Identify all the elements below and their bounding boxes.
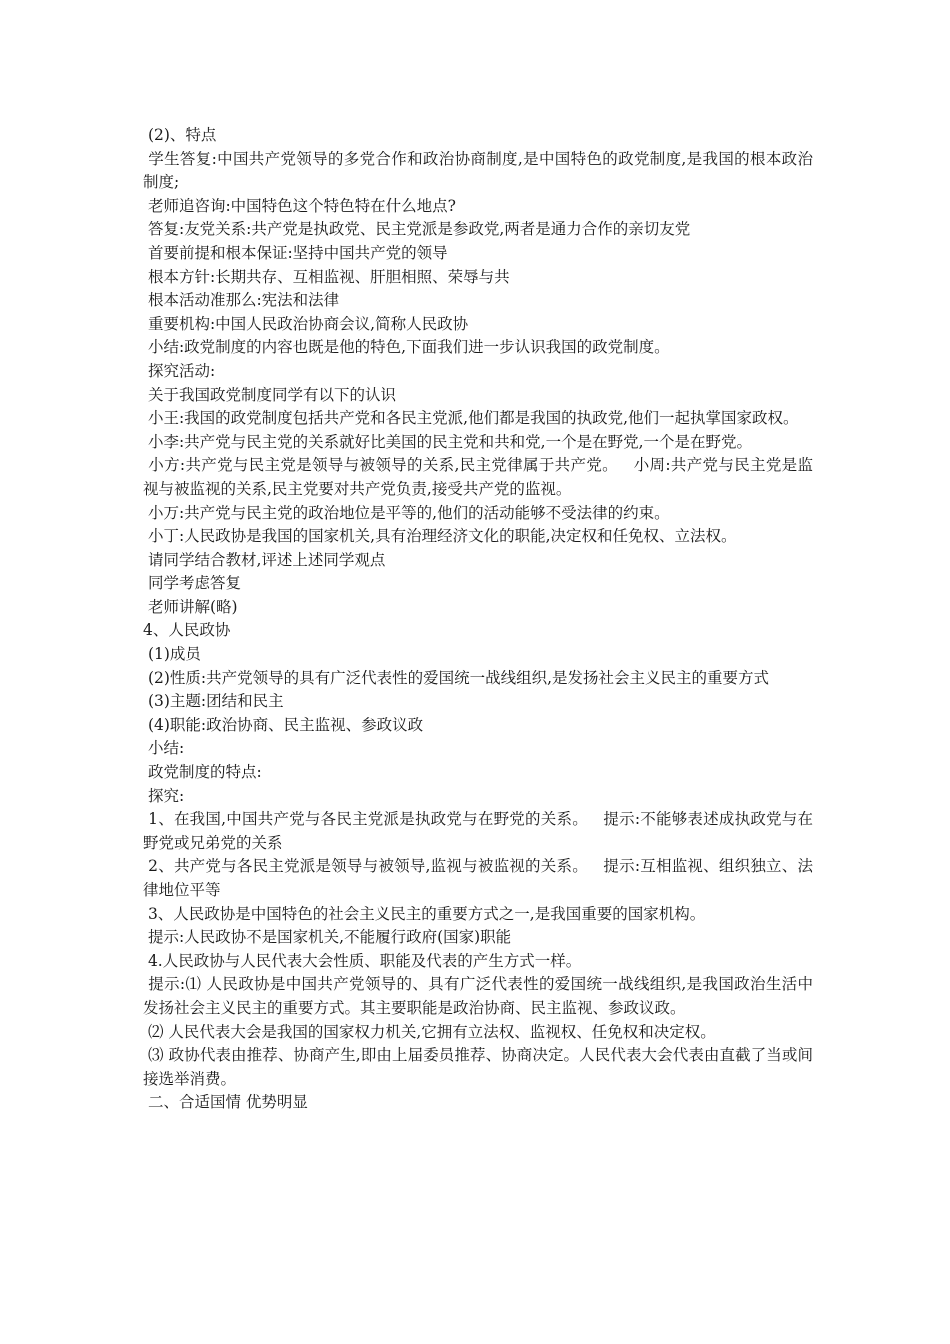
hint-item-4-3: ⑶ 政协代表由推荐、协商产生,即由上届委员推荐、协商决定。人民代表大会代表由直截了当或间接选举消费。 — [143, 1046, 813, 1088]
hint-item-4-2: ⑵ 人民代表大会是我国的国家权力机关,它拥有立法权、监视权、任免权和决定权。 — [143, 1022, 716, 1041]
hint-item-3: 提示:人民政协不是国家机关,不能履行政府(国家)职能 — [143, 928, 512, 947]
teacher-question: 老师追咨询:中国特色这个特色特在什么地点? — [143, 196, 456, 215]
party-system-features: 政党制度的特点: — [143, 763, 262, 782]
answer-friendly-party: 答复:友党关系:共产党是执政党、民主党派是参政党,两者是通力合作的亲切友党 — [143, 220, 691, 239]
section-heading-two: 二、合适国情 优势明显 — [143, 1093, 308, 1112]
inquiry-intro: 关于我国政党制度同学有以下的认识 — [143, 385, 396, 404]
answer-premise: 首要前提和根本保证:坚持中国共产党的领导 — [143, 243, 448, 262]
cppcc-nature: (2)性质:共产党领导的具有广泛代表性的爱国统一战线组织,是发扬社会主义民主的重要方式 — [143, 668, 770, 687]
student-answer: 学生答复:中国共产党领导的多党合作和政治协商制度,是中国特色的政党制度,是我国的根本政治制度; — [143, 149, 813, 192]
task-instruction: 请同学结合教材,评述上述同学观点 — [143, 550, 386, 569]
opinion-xiaofang-xiaozhou: 小方:共产党与民主党是领导与被领导的关系,民主党律属于共产党。 小周:共产党与民主党是监视与被监视的关系,民主党要对共产党负责,接受共产党的监视。 — [143, 456, 814, 498]
section-heading-features: (2)、特点 — [143, 126, 217, 144]
document-page — [143, 124, 813, 1115]
inquiry-item-4: 4.人民政协与人民代表大会性质、职能及代表的产生方式一样。 — [143, 951, 582, 970]
teacher-explains: 老师讲解(略) — [143, 597, 238, 616]
cppcc-theme: (3)主题:团结和民主 — [143, 692, 284, 711]
students-think: 同学考虑答复 — [143, 574, 241, 593]
inquiry-item-2: 2、共产党与各民主党派是领导与被领导,监视与被监视的关系。 提示:互相监视、组织独立、法律地位平等 — [143, 857, 813, 899]
cppcc-functions: (4)职能:政治协商、民主监视、参政议政 — [143, 715, 424, 734]
answer-principle: 根本活动准那么:宪法和法律 — [143, 291, 340, 310]
answer-institution: 重要机构:中国人民政治协商会议,简称人民政协 — [143, 314, 469, 333]
summary-paragraph: 小结:政党制度的内容也既是他的特色,下面我们进一步认识我国的政党制度。 — [143, 338, 670, 357]
cppcc-members: (1)成员 — [143, 645, 201, 664]
inquiry-label: 探究: — [143, 786, 185, 805]
hint-item-4-1: 提示:⑴ 人民政协是中国共产党领导的、具有广泛代表性的爱国统一战线组织,是我国政治生活中发扬社会主义民主的重要方式。其主要职能是政治协商、民主监视、参政议政。 — [143, 975, 813, 1017]
section-heading-cppcc: 4、人民政协 — [143, 621, 231, 640]
opinion-xiaoding: 小丁:人民政协是我国的国家机关,具有治理经济文化的职能,决定权和任免权、立法权。 — [143, 527, 737, 546]
opinion-xiaowang: 小王:我国的政党制度包括共产党和各民主党派,他们都是我国的执政党,他们一起执掌国家政权。 — [143, 409, 799, 428]
opinion-xiaoli: 小李:共产党与民主党的关系就好比美国的民主党和共和党,一个是在野党,一个是在野党。 — [143, 432, 753, 451]
inquiry-item-1: 1、在我国,中国共产党与各民主党派是执政党与在野党的关系。 提示:不能够表述成执政党与在野党或兄弟党的关系 — [143, 810, 813, 852]
inquiry-heading: 探究活动: — [143, 361, 216, 380]
inquiry-item-3: 3、人民政协是中国特色的社会主义民主的重要方式之一,是我国重要的国家机构。 — [143, 904, 706, 923]
opinion-xiaowan: 小万:共产党与民主党的政治地位是平等的,他们的活动能够不受法律的约束。 — [143, 503, 670, 522]
summary-label: 小结: — [143, 739, 185, 758]
answer-policy: 根本方针:长期共存、互相监视、肝胆相照、荣辱与共 — [143, 267, 510, 286]
